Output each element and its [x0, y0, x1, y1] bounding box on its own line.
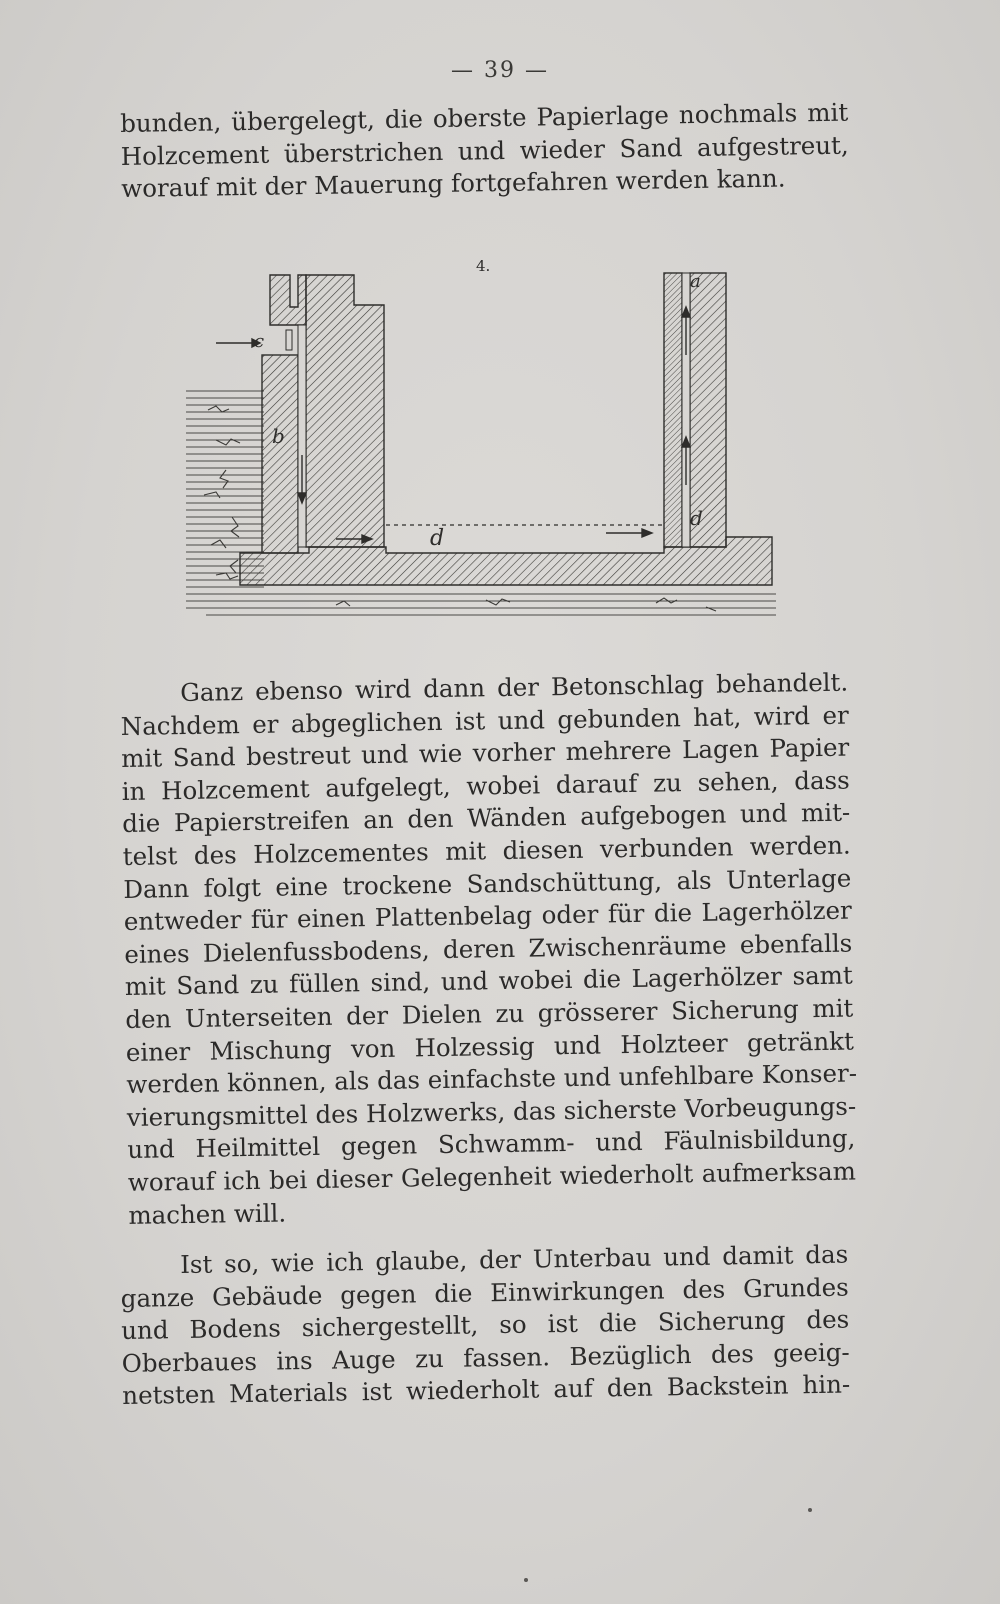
text-line: in Holzcement aufgelegt, wobei darauf zu sehen, dass: [121, 765, 850, 806]
text-line: mit Sand zu füllen sind, und wobei die Lagerhölzer samt: [124, 960, 853, 1002]
left-wall-outer: [262, 355, 298, 553]
paragraph-top: [120, 97, 849, 206]
text-line: Ganz ebenso wird dann der Betonschlag behandelt.: [180, 667, 849, 708]
text-line: machen will.: [128, 1197, 287, 1230]
text-line: Nachdem er abgeglichen ist und gebunden hat, wird er: [120, 700, 849, 741]
paragraph-main: [120, 667, 857, 1232]
left-gap-notch: [286, 330, 292, 350]
label-d-right: d: [690, 506, 703, 530]
label-d-bottom: d: [430, 526, 445, 551]
figure-number: 4.: [476, 257, 491, 275]
paper-speck: [808, 1508, 812, 1512]
earth-bottom: [206, 591, 776, 621]
left-wall-inner: [306, 275, 384, 547]
figure-4-wall-section: [186, 255, 796, 645]
text-line: vierungsmittel des Holzwerks, das sicherste Vorbeugungs-: [126, 1091, 857, 1132]
label-b: b: [272, 424, 285, 448]
left-air-gap: [298, 325, 306, 547]
page-number: — 39 —: [451, 58, 549, 83]
text-line: entweder für einen Plattenbelag oder für die Lagerhölzer: [123, 895, 852, 937]
text-line: bunden, übergelegt, die oberste Papierlage nochmals mit: [120, 97, 849, 138]
paragraph-last: [120, 1239, 850, 1413]
text-line: eines Dielenfussbodens, deren Zwischenräume ebenfalls: [124, 928, 853, 969]
text-line: netsten Materials ist wiederholt auf den Backstein hin-: [122, 1369, 851, 1411]
left-wall-top: [270, 275, 306, 325]
text-line: ganze Gebäude gegen die Einwirkungen des Grundes: [120, 1272, 849, 1313]
text-line: Dann folgt eine trockene Sandschüttung, als Unterlage: [123, 863, 852, 904]
label-c: c: [254, 331, 265, 352]
text-line: Oberbaues ins Auge zu fassen. Bezüglich des geeig-: [121, 1337, 850, 1378]
text-line: den Unterseiten der Dielen zu grösserer Sicherung mit: [125, 993, 854, 1034]
label-a-top: a: [690, 271, 701, 292]
text-line: worauf mit der Mauerung fortgefahren werden kann.: [121, 163, 786, 204]
text-line: mit Sand bestreut und wie vorher mehrere Lagen Papier: [121, 732, 850, 774]
text-line: einer Mischung von Holzessig und Holzteer getränkt: [125, 1026, 855, 1067]
text-line: telst des Holzcementes mit diesen verbunden werden.: [122, 830, 851, 871]
text-line: worauf ich bei dieser Gelegenheit wiederholt aufmerksam: [127, 1156, 857, 1197]
text-line: Ist so, wie ich glaube, der Unterbau und damit das: [180, 1239, 849, 1280]
text-line: und Bodens sichergestellt, so ist die Sicherung des: [121, 1304, 850, 1346]
text-line: Holzcement überstrichen und wieder Sand aufgestreut,: [120, 130, 849, 171]
right-wall-outer: [664, 273, 682, 547]
text-line: und Heilmittel gegen Schwamm- und Fäulnisbildung,: [127, 1123, 856, 1165]
text-line: die Papierstreifen an den Wänden aufgebogen und mit-: [122, 797, 851, 839]
paper-speck: [524, 1578, 528, 1582]
text-line: werden können, als das einfachste und unfehlbare Konser-: [126, 1058, 858, 1100]
